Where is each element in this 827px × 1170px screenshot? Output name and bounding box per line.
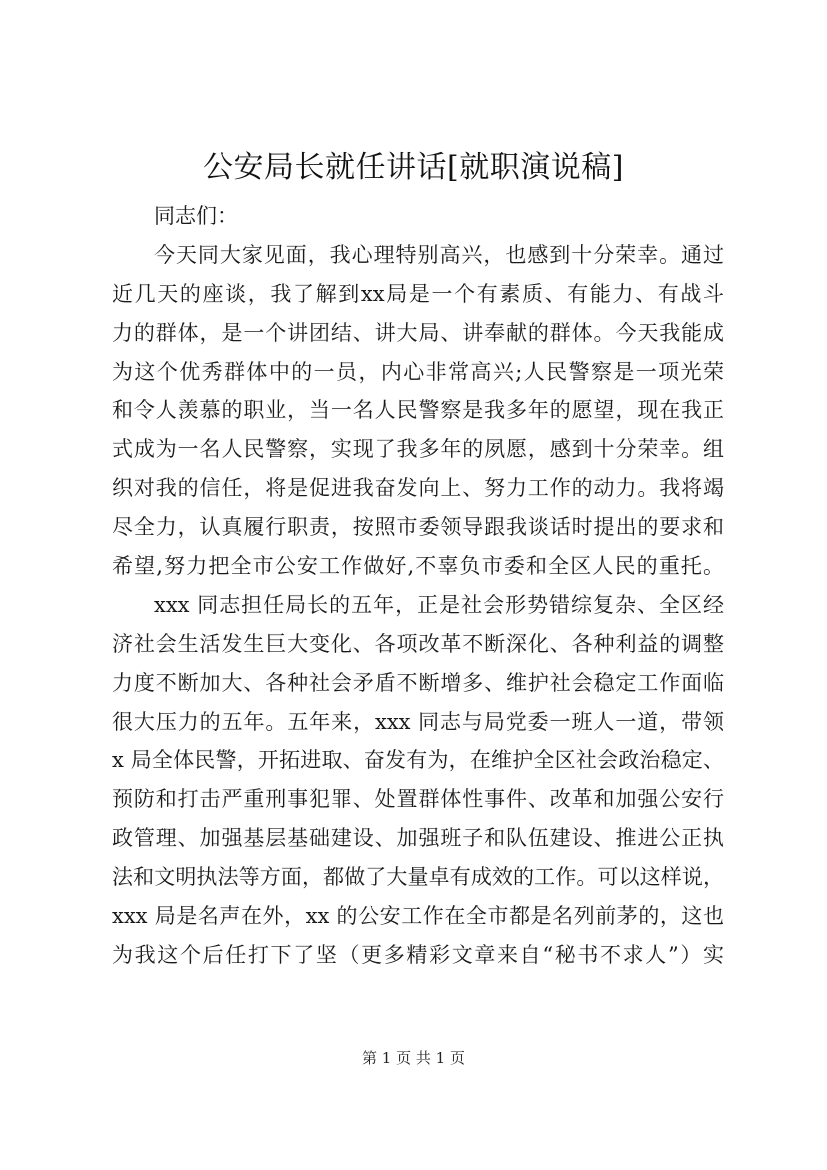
paragraph-2-line-3: 力度不断加大、各种社会矛盾不断增多、维护社会稳定工作面临 [112, 670, 724, 695]
paragraph-2-line-7: 政管理、加强基层基础建设、加强班子和队伍建设、推进公正执 [112, 826, 724, 851]
document-body [112, 197, 724, 975]
paragraph-2-line-8: 法和文明执法等方面，都做了大量卓有成效的工作。可以这样说， [112, 865, 724, 890]
document-title: 公安局长就任讲话[就职演说稿] [203, 150, 624, 185]
paragraph-1-line-1: 今天同大家见面，我心理特别高兴，也感到十分荣幸。通过 [154, 242, 724, 267]
paragraph-2-line-10: 为我这个后任打下了坚（更多精彩文章来自“秘书不求人”）实 [112, 942, 724, 967]
paragraph-2-line-2: 济社会生活发生巨大变化、各项改革不断深化、各种利益的调整 [112, 631, 724, 656]
page-number-footer: 第 1 页 共 1 页 [362, 1049, 465, 1067]
paragraph-1-line-3: 力的群体，是一个讲团结、讲大局、讲奉献的群体。今天我能成 [112, 320, 724, 345]
paragraph-1-line-7: 织对我的信任，将是促进我奋发向上、努力工作的动力。我将竭 [112, 476, 724, 501]
paragraph-2-line-6: 预防和打击严重刑事犯罪、处置群体性事件、改革和加强公安行 [112, 787, 724, 812]
paragraph-1-line-9: 希望,努力把全市公安工作做好,不辜负市委和全区人民的重托。 [112, 554, 724, 579]
paragraph-1-line-8: 尽全力，认真履行职责，按照市委领导跟我谈话时提出的要求和 [112, 515, 724, 540]
paragraph-2-line-5: x 局全体民警，开拓进取、奋发有为，在维护全区社会政治稳定、 [112, 748, 724, 773]
paragraph-2-line-9: xxx 局是名声在外，xx 的公安工作在全市都是名列前茅的，这也 [112, 904, 724, 929]
paragraph-1-line-5: 和令人羡慕的职业，当一名人民警察是我多年的愿望，现在我正 [112, 398, 724, 423]
paragraph-1-line-2: 近几天的座谈，我了解到xx局是一个有素质、有能力、有战斗 [112, 281, 724, 306]
paragraph-1-line-6: 式成为一名人民警察，实现了我多年的夙愿，感到十分荣幸。组 [112, 437, 724, 462]
paragraph-1-line-4: 为这个优秀群体中的一员，内心非常高兴;人民警察是一项光荣 [112, 359, 724, 384]
salutation: 同志们： [154, 204, 238, 228]
paragraph-2-line-1: xxx 同志担任局长的五年，正是社会形势错综复杂、全区经 [154, 592, 724, 617]
paragraph-2-line-4: 很大压力的五年。五年来，xxx 同志与局党委一班人一道，带领 [112, 709, 724, 734]
